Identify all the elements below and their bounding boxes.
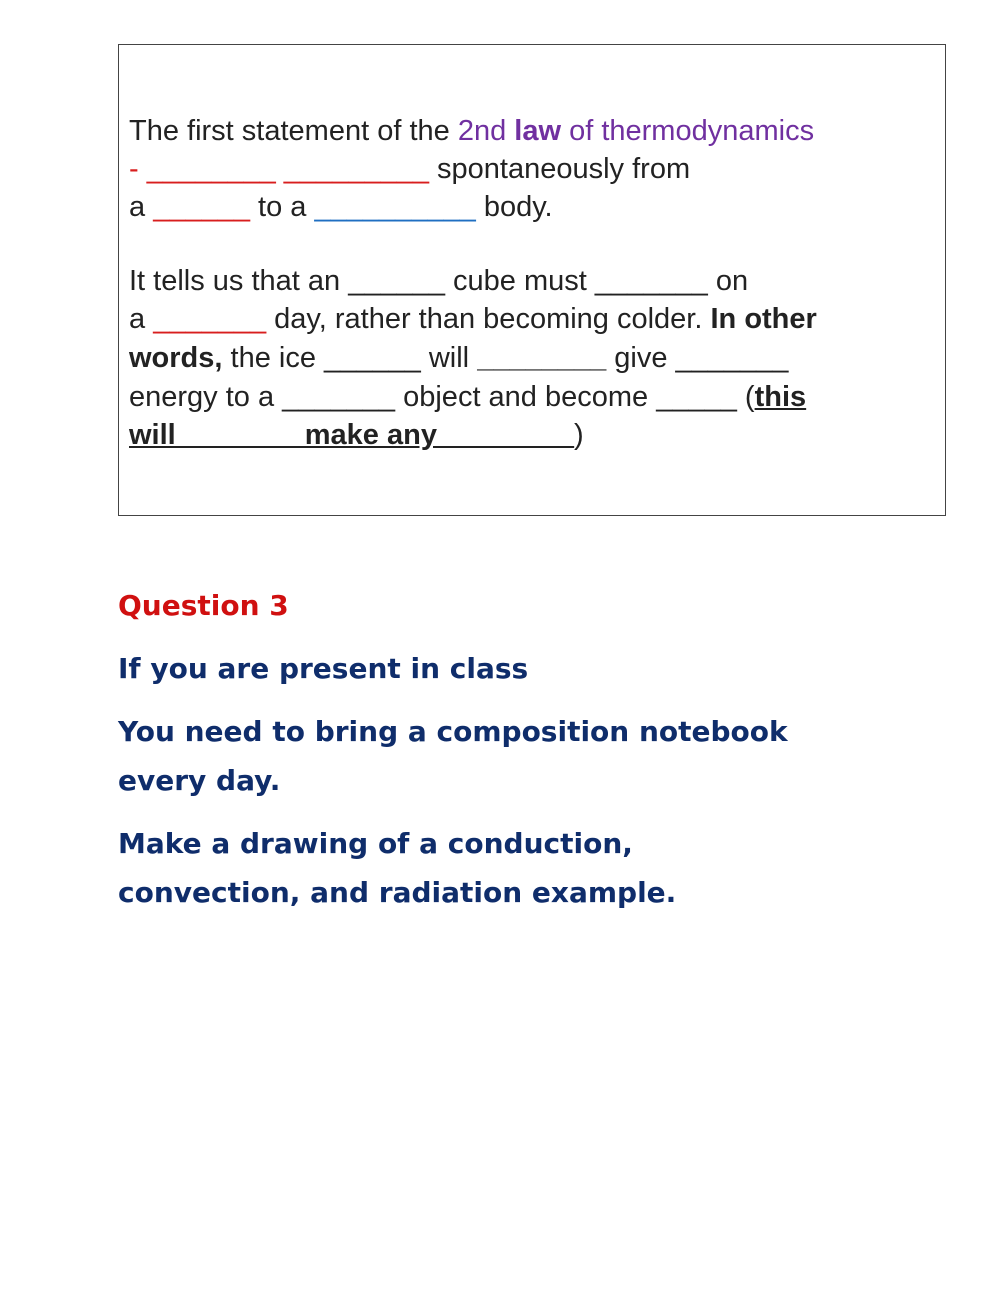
text-span: to a: [249, 191, 315, 223]
bold-text: In other: [710, 303, 817, 335]
text-span: a: [129, 303, 154, 335]
paragraph-line: [129, 378, 817, 416]
text-span: give _______: [606, 342, 789, 374]
blank-blue: __________: [314, 191, 476, 223]
question-title: Question 3: [118, 589, 289, 622]
blank-red: _______: [153, 303, 267, 335]
text-span: day, rather than becoming colder.: [266, 303, 711, 335]
paragraph-line: [129, 188, 814, 226]
law-highlight-bold: law: [514, 115, 562, 147]
question-line: every day.: [118, 764, 281, 797]
question-line: If you are present in class: [118, 652, 529, 685]
bold-underlined-text: will _______ make any ________: [129, 419, 575, 451]
paragraph-line: [129, 112, 814, 150]
question-line: convection, and radiation example.: [118, 876, 677, 909]
text-span: spontaneously from: [428, 153, 691, 185]
paragraph-line: [129, 262, 817, 300]
fill-in-box: [118, 44, 946, 516]
blank-bold: ________: [477, 342, 607, 374]
text-span: It tells us that an ______ cube must _______ on: [129, 265, 749, 297]
text-span: The first statement of the: [129, 115, 458, 147]
question-line: You need to bring a composition notebook: [118, 715, 788, 748]
paragraph-line: [129, 150, 814, 188]
blank-red: ______: [153, 191, 250, 223]
text-span: the ice ______ will: [222, 342, 478, 374]
bold-underlined-text: this: [754, 381, 807, 413]
paragraph-line: [129, 338, 817, 378]
blank-red: - ________ _________: [129, 153, 429, 185]
text-span: energy to a _______ object and become _____ (: [129, 381, 755, 413]
bold-text: words,: [129, 342, 223, 374]
paragraph-line: [129, 416, 817, 454]
paragraph-line: [129, 300, 817, 338]
text-span: body.: [475, 191, 553, 223]
law-highlight: 2nd: [457, 115, 515, 147]
text-span: a: [129, 191, 154, 223]
text-span: ): [574, 419, 584, 451]
question-line: Make a drawing of a conduction,: [118, 827, 633, 860]
ice-cube-paragraph: [129, 262, 817, 454]
second-law-paragraph: [129, 112, 814, 226]
law-highlight: of thermodynamics: [561, 115, 815, 147]
